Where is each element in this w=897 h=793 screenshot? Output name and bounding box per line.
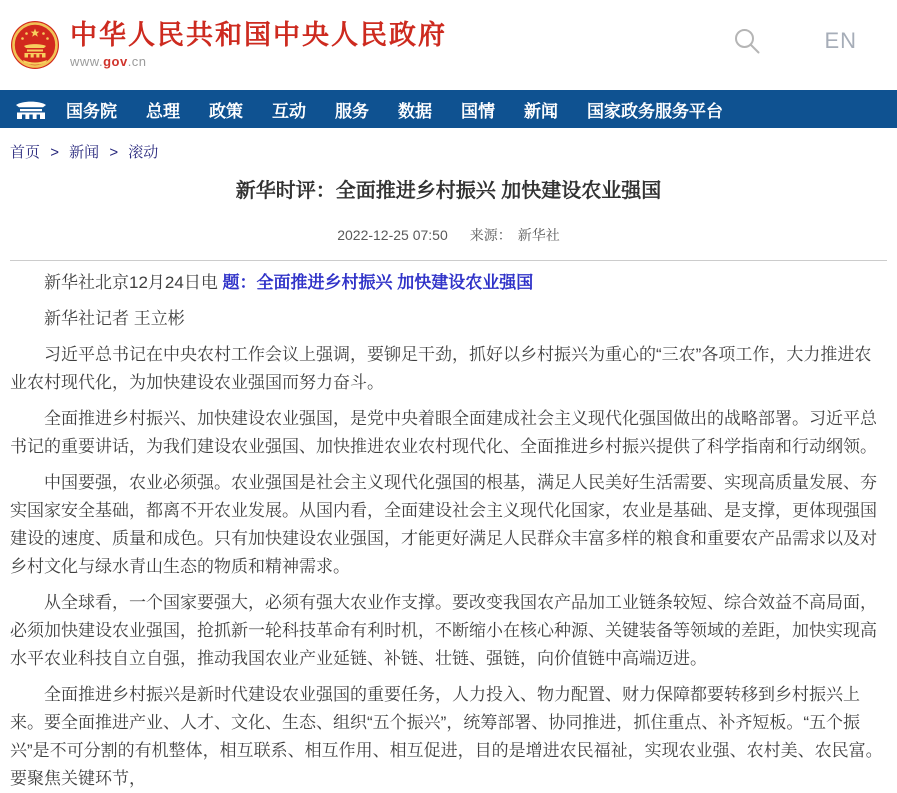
breadcrumb-separator: > (109, 144, 119, 161)
paragraph: 全面推进乡村振兴、加快建设农业强国，是党中央着眼全面建成社会主义现代化强国做出的战略部署。习近平总书记的重要讲话，为我们建设农业强国、加快推进农业农村现代化、全面推进乡村振兴提供了科学指南和行动纲领。 (10, 409, 877, 456)
nav-item-national-conditions[interactable]: 国情 (461, 101, 495, 121)
paragraph-dateline (10, 269, 887, 297)
nav-item-state-council[interactable]: 国务院 (66, 101, 117, 121)
publish-date: 2022-12-25 07:50 (337, 227, 448, 243)
main-nav (0, 90, 897, 128)
language-toggle-en[interactable]: EN (824, 28, 857, 53)
paragraph: 中国要强，农业必须强。农业强国是社会主义现代化强国的根基，满足人民美好生活需要、实现高质量发展、夯实国家安全基础，都离不开农业发展。从国内看，全面建设社会主义现代化国家，农业是基础、是支撑，更体现强国建设的速度、质量和成色。只有加快建设农业强国，才能更好满足人民群众丰富多样的粮食和重要农产品需求以及对乡村文化与绿水青山生态的物质和精神需求。 (10, 473, 877, 576)
emblem-icon (10, 57, 60, 74)
article-body (10, 269, 887, 793)
tiananmen-icon[interactable] (12, 98, 50, 120)
national-emblem-logo[interactable] (10, 20, 60, 70)
article-meta (0, 225, 897, 245)
nav-item-news[interactable]: 新闻 (524, 101, 558, 121)
article-title: 新华时评：全面推进乡村振兴 加快建设农业强国 (235, 180, 662, 202)
nav-item-gov-service-platform[interactable]: 国家政务服务平台 (587, 101, 723, 121)
nav-item-interaction[interactable]: 互动 (272, 101, 306, 121)
breadcrumb-separator: > (50, 144, 59, 161)
nav-item-services[interactable]: 服务 (335, 101, 369, 121)
inline-headline: 题：全面推进乡村振兴 加快建设农业强国 (222, 273, 534, 292)
source-label: 来源： (469, 227, 512, 243)
paragraph: 全面推进乡村振兴是新时代建设农业强国的重要任务，人力投入、物力配置、财力保障都要转移到乡村振兴上来。要全面推进产业、人才、文化、生态、组织“五个振兴”，统筹部署、协同推进，抓住重点、补齐短板。“五个振兴”是不可分割的有机整体，相互联系、相互作用、相互促进，目的是增进农民福祉，实现农业强、农村美、农民富。要聚焦关键环节， (10, 685, 883, 788)
nav-item-policies[interactable]: 政策 (209, 101, 243, 121)
paragraph: 从全球看，一个国家要强大，必须有强大农业作支撑。要改变我国农产品加工业链条较短、综合效益不高局面，必须加快建设农业强国，抢抓新一轮科技革命有利时机，不断缩小在核心种源、关键装备等领域的差距，加快实现高水平农业科技自立自强，推动我国农业产业延链、补链、壮链、强链，向价值链中高端迈进。 (10, 593, 877, 668)
site-title: 中华人民共和国中央人民政府 (70, 20, 447, 51)
dateline: 新华社北京12月24日电 (44, 273, 223, 292)
article-divider (10, 260, 887, 261)
paragraph: 习近平总书记在中央农村工作会议上强调，要铆足干劲，抓好以乡村振兴为重心的“三农”各项工作，大力推进农业农村现代化，为加快建设农业强国而努力奋斗。 (10, 345, 872, 392)
breadcrumb-rolling[interactable]: 滚动 (128, 144, 159, 161)
nav-item-premier[interactable]: 总理 (146, 101, 180, 121)
site-url: www.gov.cn (70, 53, 147, 69)
breadcrumb-news[interactable]: 新闻 (69, 144, 100, 161)
nav-item-data[interactable]: 数据 (398, 101, 432, 121)
breadcrumb (0, 128, 897, 170)
paragraph-byline: 新华社记者 王立彬 (44, 309, 185, 328)
source-name: 新华社 (517, 227, 560, 243)
site-header (0, 0, 897, 90)
article-header (0, 178, 897, 245)
breadcrumb-home[interactable]: 首页 (10, 144, 41, 161)
search-icon[interactable] (732, 26, 762, 56)
